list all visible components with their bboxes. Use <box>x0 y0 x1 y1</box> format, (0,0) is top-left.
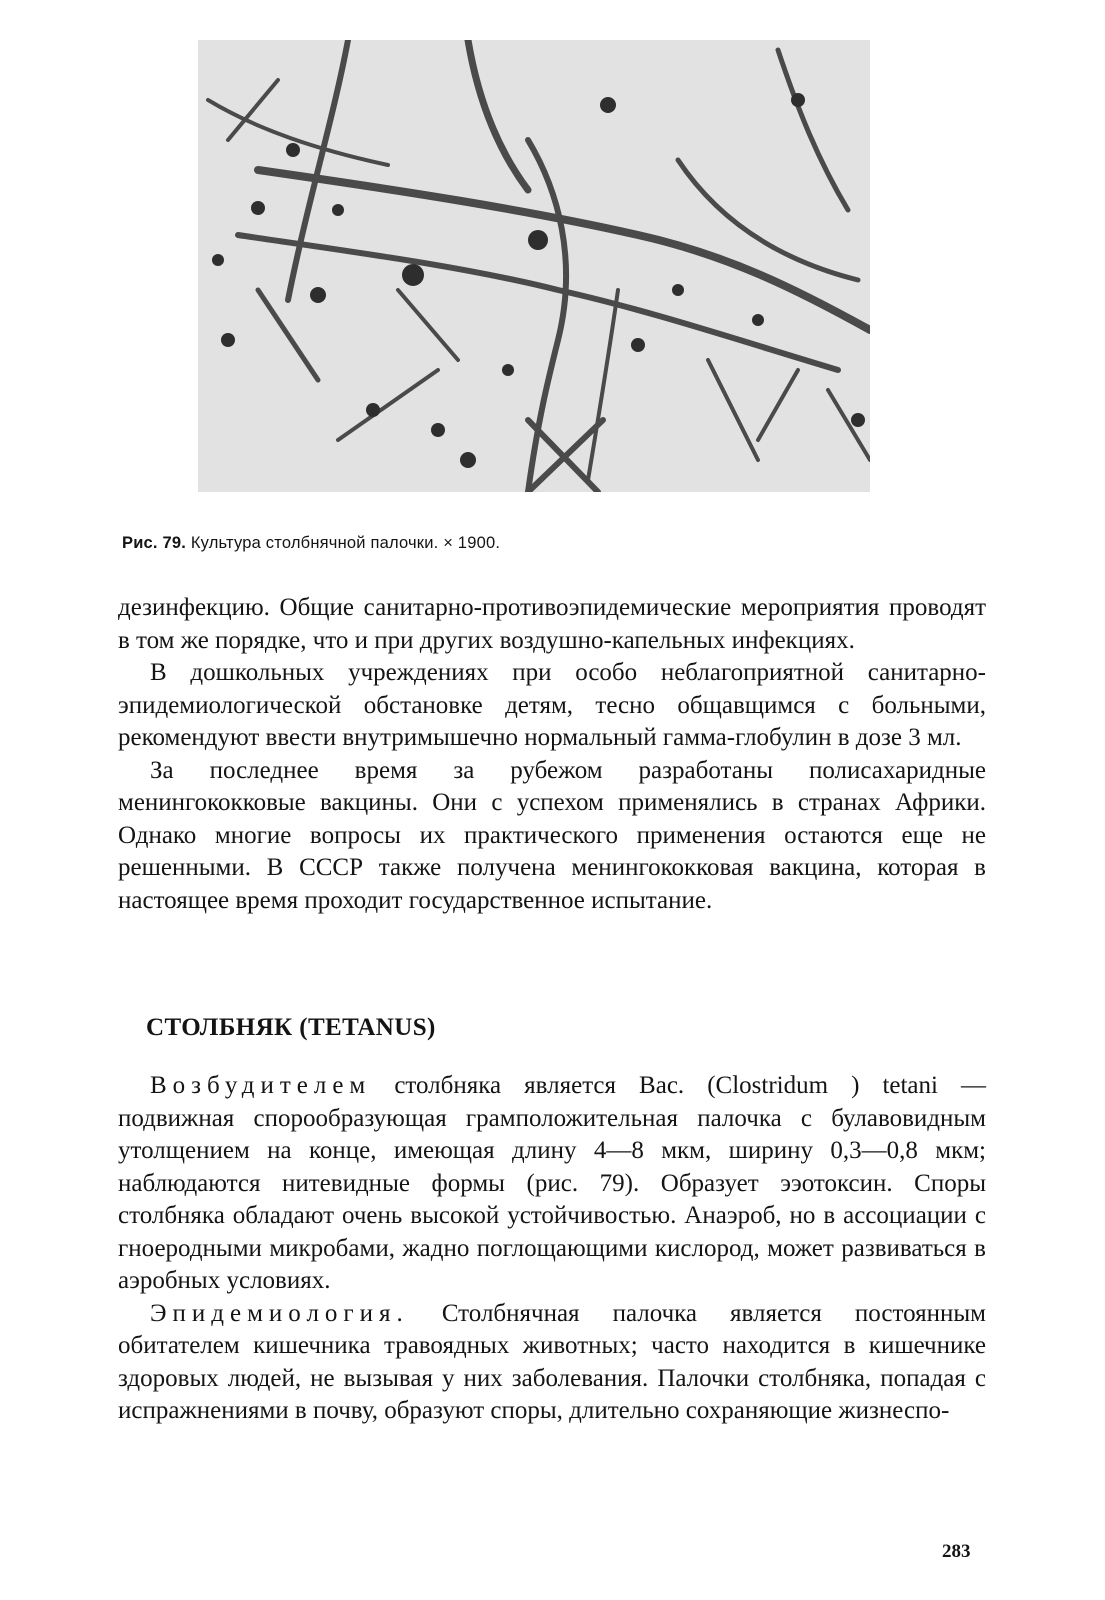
section-heading: СТОЛБНЯК (TETANUS) <box>146 1014 436 1041</box>
paragraph: В дошкольных учреждениях при особо неблагоприятной санитарно-эпидемиологической обстановке детям, тесно общавщимся с больными, рекомендуют ввести внутримышечно нормальный гамма-глобулин в дозе 3 мл. <box>118 659 986 751</box>
body-text-top <box>118 592 986 917</box>
page-number: 283 <box>942 1541 971 1562</box>
spaced-lead-term: Эпидемиология. <box>150 1299 409 1327</box>
paragraph: За последнее время за рубежом разработаны полисахаридные менингококковые вакцины. Они с успехом применялись в странах Африки. Однако многие вопросы их практического применения остаются еще не решенными. В СССР также получена менингококковая вакцина, которая в настоящее время проходит государственное испытание. <box>118 756 986 914</box>
figure-caption <box>122 534 500 553</box>
paragraph <box>118 1298 986 1428</box>
paragraph-text: столбняка является Bac. (Clostridum ) tetani — подвижная спорообразующая грамположительная палочка с булавовидным утолщением на конце, имеющая длину 4—8 мкм, ширину 0,3—0,8 мкм; наблюдаются нитевидные формы (рис. 79). Образует ээотоксин. Споры столбняка обладают очень высокой устойчивостью. Анаэроб, но в ассоциации с гноеродными микробами, жадно поглощающими кислород, может развиваться в аэробных условиях. <box>118 1072 987 1294</box>
paragraph-text: Столбнячная палочка является постоянным обитателем кишечника травоядных животных; часто находится в кишечнике здоровых людей, не вызывая у них заболевания. Палочки столбняка, попадая с испражнениями в почву, образуют споры, длительно сохраняющие жизнеспо- <box>118 1299 987 1424</box>
micrograph-image <box>198 40 870 492</box>
body-text-section <box>118 1070 986 1428</box>
paragraph <box>118 1070 986 1298</box>
micrograph-figure <box>198 40 870 492</box>
paragraph: дезинфекцию. Общие санитарно-противоэпидемические мероприятия проводят в том же порядке, что и при других воздушно-капельных инфекциях. <box>118 594 986 654</box>
figure-caption-text: Культура столбнячной палочки. × 1900. <box>190 534 501 552</box>
spaced-lead-term: Возбудителем <box>150 1072 372 1099</box>
figure-label: Рис. 79. <box>122 534 187 552</box>
